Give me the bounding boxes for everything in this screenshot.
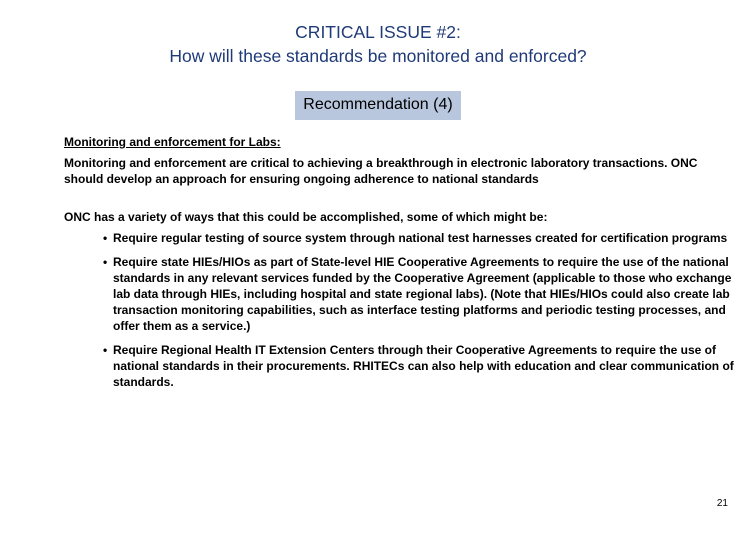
bullet-icon: • <box>103 255 108 269</box>
list-item <box>103 230 734 246</box>
recommendation-list <box>64 230 734 390</box>
bullet-icon: • <box>103 231 108 245</box>
intro-paragraph: Monitoring and enforcement are critical to achieving a breakthrough in electronic laboratory transactions. ONC should develop an approach for ensuring ongoing adherence to national standards <box>64 156 698 186</box>
bullet-icon: • <box>103 343 108 357</box>
recommendation-badge-container <box>0 91 756 120</box>
slide-title-line-1: CRITICAL ISSUE #2: <box>295 22 461 42</box>
list-item <box>103 342 734 390</box>
list-item <box>103 254 734 334</box>
slide-title <box>0 20 756 68</box>
recommendation-badge: Recommendation (4) <box>295 91 460 120</box>
list-item-text: Require regular testing of source system through national test harnesses created for certification programs <box>113 231 728 245</box>
lead-paragraph: ONC has a variety of ways that this could be accomplished, some of which might be: <box>64 210 548 224</box>
section-label: Monitoring and enforcement for Labs: <box>64 135 281 149</box>
slide-title-line-2: How will these standards be monitored and enforced? <box>169 46 587 66</box>
page-number: 21 <box>716 498 728 509</box>
slide-body <box>64 134 734 398</box>
list-item-text: Require Regional Health IT Extension Centers through their Cooperative Agreements to require the use of national standards in their procurements. RHITECs can also help with education and clear communication of standards. <box>113 343 734 389</box>
list-item-text: Require state HIEs/HIOs as part of State-level HIE Cooperative Agreements to require the use of the national standards in any relevant services funded by the Cooperative Agreement (applicable to those who exchange lab data through HIEs, including hospital and state regional labs). (Note that HIEs/HIOs could also create lab transaction monitoring capabilities, such as interface testing platforms and periodic testing processes, and offer them as a service.) <box>113 255 732 333</box>
